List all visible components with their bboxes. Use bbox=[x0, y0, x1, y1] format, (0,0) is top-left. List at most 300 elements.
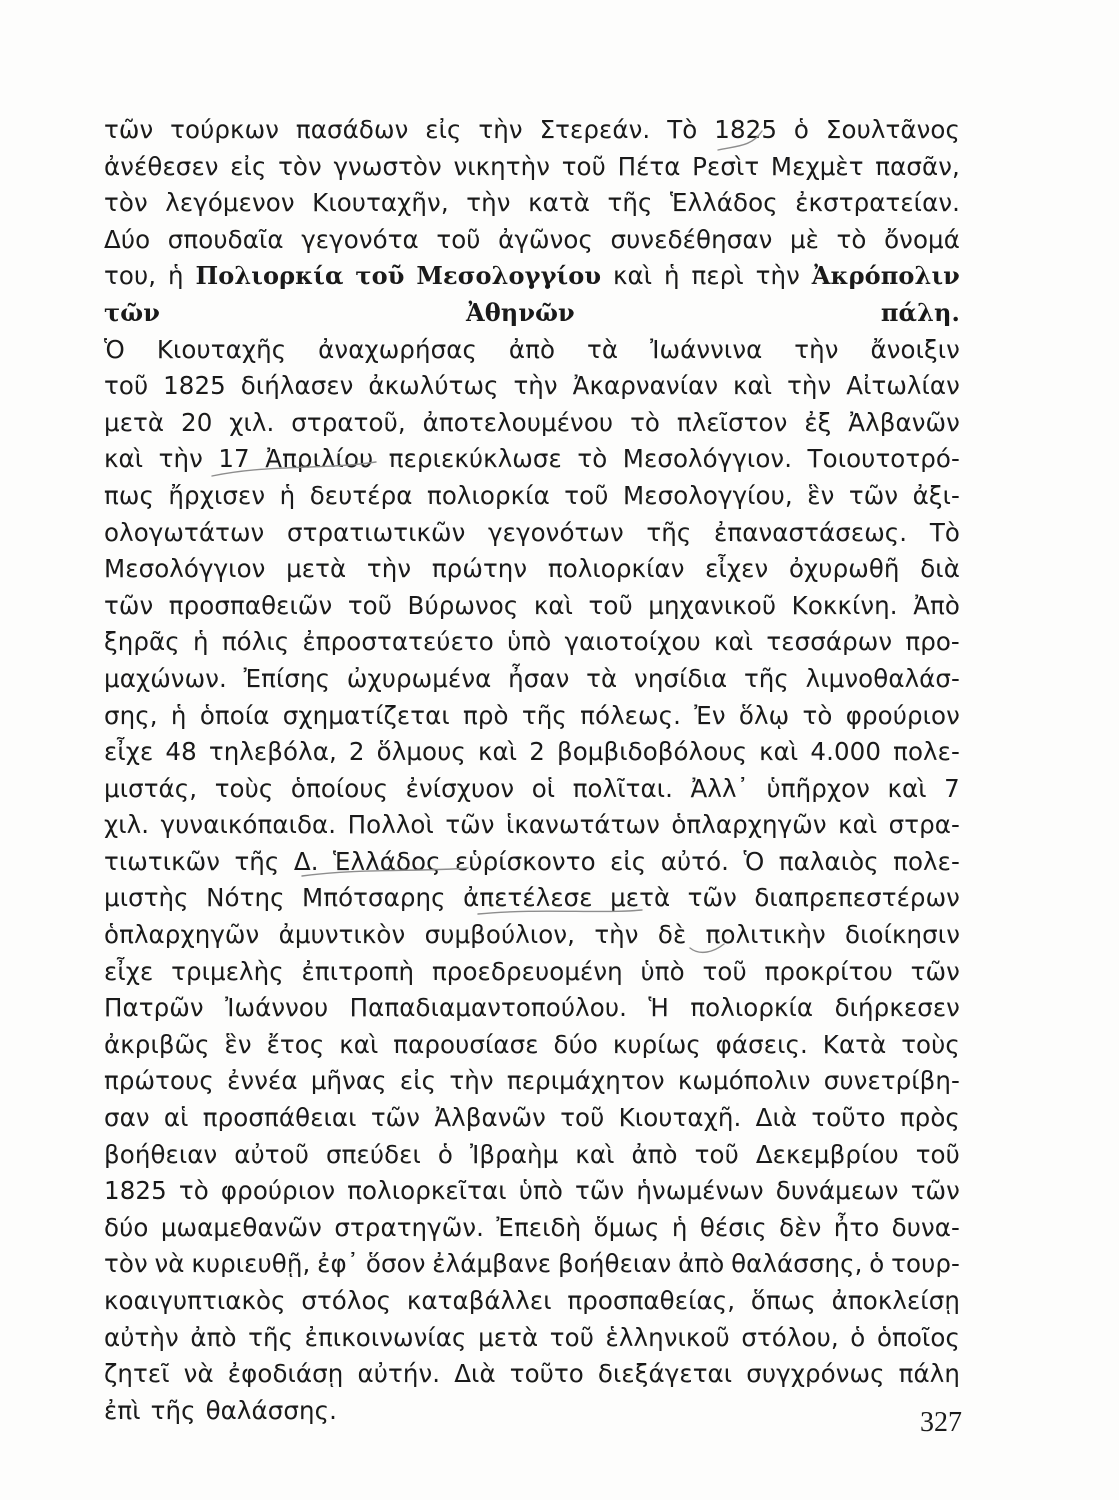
word: πολιτικὴν bbox=[705, 920, 826, 950]
word: Ἀκαρνανίαν bbox=[572, 371, 719, 401]
word: στόλου, bbox=[741, 1322, 839, 1352]
word: τοῦ bbox=[588, 590, 633, 620]
word: ὁποῖος bbox=[876, 1322, 960, 1352]
word: τῶν bbox=[445, 810, 495, 840]
word: ὑπὸ bbox=[507, 627, 552, 657]
word: πολῖται. bbox=[572, 773, 674, 803]
word: ἤρχισεν bbox=[168, 480, 266, 510]
text-line bbox=[104, 258, 960, 295]
word: ἡ bbox=[671, 1212, 688, 1242]
word: πρὸ bbox=[463, 700, 509, 730]
word: στρατοῦ, bbox=[291, 407, 406, 437]
word: Δ. bbox=[293, 846, 319, 876]
word: Ἰωάννινα bbox=[650, 334, 763, 364]
word: τῆς bbox=[743, 663, 789, 693]
word: πρὸς bbox=[899, 1103, 960, 1133]
word: Μεχμὲτ bbox=[770, 151, 864, 181]
word: τιωτικῶν bbox=[104, 846, 221, 876]
word: αὐτήν. bbox=[357, 1359, 441, 1389]
word: παρουσίασε bbox=[393, 1029, 539, 1059]
word: πως bbox=[104, 480, 154, 510]
word: τοῦ bbox=[560, 1103, 605, 1133]
word: ἐννέα bbox=[227, 1066, 298, 1096]
text-line bbox=[104, 1063, 960, 1100]
word: ἐξ bbox=[804, 407, 832, 437]
word: πολιορκία bbox=[690, 993, 814, 1023]
word: σπεύδει bbox=[326, 1139, 421, 1169]
word: μηχανικοῦ bbox=[648, 590, 777, 620]
word: καὶ bbox=[612, 261, 653, 291]
word: συγχρόνως bbox=[746, 1359, 885, 1389]
word: 2 bbox=[529, 737, 545, 767]
word: ὁπλαρχηγῶν bbox=[104, 920, 260, 950]
word: τῆς bbox=[646, 517, 692, 547]
word: ἀποκλείσῃ bbox=[831, 1286, 960, 1315]
text-line bbox=[104, 295, 960, 332]
word: βομβιδοβόλους bbox=[556, 737, 748, 767]
word: σης, bbox=[104, 700, 158, 730]
word: του, bbox=[104, 261, 157, 291]
word: καὶ bbox=[713, 627, 754, 657]
word: εἰς bbox=[230, 151, 267, 181]
word: πολε- bbox=[893, 846, 960, 876]
word: νικητὴν bbox=[453, 151, 551, 181]
word: βοήθειαν bbox=[558, 1249, 672, 1279]
word: τῆς bbox=[521, 700, 567, 730]
word: τὴν bbox=[755, 261, 800, 291]
word: ἀκριβῶς bbox=[104, 1029, 210, 1059]
word: Μεσολόγγιον. bbox=[622, 444, 793, 474]
word: τῶν bbox=[104, 115, 154, 144]
bold-word: Ἀθηνῶν bbox=[465, 297, 575, 327]
word: στρατηγῶν. bbox=[334, 1212, 485, 1242]
word: ὄνομά bbox=[884, 224, 960, 254]
text-line bbox=[104, 478, 960, 515]
word: τὴν bbox=[466, 188, 511, 218]
word: πολιορκίαν bbox=[547, 554, 685, 584]
word: καὶ bbox=[733, 371, 773, 401]
word: εἰς bbox=[399, 1066, 437, 1096]
word: κυριευθῇ, bbox=[191, 1249, 311, 1279]
word: ὑπὸ bbox=[640, 956, 685, 986]
word: οἱ bbox=[531, 773, 556, 803]
word: πρώτους bbox=[104, 1066, 214, 1096]
word: τῶν bbox=[370, 1103, 421, 1133]
text-line bbox=[104, 1100, 960, 1137]
word: Διὰ bbox=[755, 1103, 798, 1133]
text-line bbox=[104, 1283, 960, 1320]
word: Κιουταχῆς bbox=[156, 334, 287, 364]
word: Ἀπὸ bbox=[913, 590, 960, 620]
word: 1825 bbox=[163, 371, 226, 401]
word: Μπότσαρης bbox=[302, 883, 446, 913]
word: ἑλληνικοῦ bbox=[605, 1322, 730, 1352]
word: πασάδων bbox=[295, 115, 409, 144]
word: 48 bbox=[165, 737, 197, 767]
word: 4.000 bbox=[810, 737, 882, 767]
word: διήρκεσεν bbox=[834, 993, 960, 1023]
word: ἓν bbox=[807, 480, 835, 510]
word: ὅλῳ bbox=[738, 700, 790, 730]
word: ἀνέθεσεν bbox=[104, 151, 219, 181]
word: εἰς bbox=[425, 115, 462, 144]
word: συνετρίβη- bbox=[823, 1066, 960, 1096]
text-line bbox=[104, 332, 960, 369]
bold-word: Ἀκρόπολιν bbox=[811, 261, 960, 291]
word: στρα- bbox=[888, 810, 960, 840]
word: φρούριον bbox=[220, 1176, 336, 1206]
word: ἡνωμένων bbox=[636, 1176, 764, 1206]
text-line bbox=[104, 1027, 960, 1064]
word: ἡ bbox=[170, 700, 187, 730]
word: Ἰβραὴμ bbox=[469, 1139, 559, 1169]
word: εἶχε bbox=[104, 956, 154, 986]
word: Ἐπειδὴ bbox=[496, 1212, 582, 1242]
word: ὅπως bbox=[750, 1286, 816, 1315]
word: γαιοτοίχου bbox=[564, 627, 701, 657]
word: τὴν bbox=[449, 1066, 494, 1096]
word: ἀξι- bbox=[912, 480, 960, 510]
word: τὸ bbox=[630, 407, 661, 437]
word: διοίκησιν bbox=[845, 920, 960, 950]
word: ἄνοιξιν bbox=[870, 334, 960, 364]
text-line bbox=[104, 661, 960, 698]
bold-word: Μεσολογγίου bbox=[416, 261, 602, 291]
word: δὲ bbox=[657, 920, 687, 950]
word: τοῦ bbox=[564, 480, 609, 510]
word: διεξάγεται bbox=[597, 1359, 733, 1389]
word: γνωστὸν bbox=[333, 151, 442, 181]
text-line bbox=[104, 1246, 960, 1283]
text-line bbox=[104, 1210, 960, 1247]
word: τοῦτο bbox=[811, 1103, 886, 1133]
word: ἐλάμβανε bbox=[432, 1249, 552, 1279]
word: περιεκύκλωσε bbox=[388, 444, 562, 474]
word: θαλάσσης, bbox=[731, 1249, 863, 1279]
word: διήλασεν bbox=[240, 371, 354, 401]
word: αὐτό. bbox=[660, 846, 730, 876]
word: ὁ bbox=[793, 115, 810, 144]
word: Ἑλλάδος bbox=[670, 188, 778, 218]
word: γυναικόπαιδα. bbox=[160, 810, 337, 840]
word: ὁποίους bbox=[290, 773, 389, 803]
word: τῆς bbox=[607, 188, 653, 218]
word: Ἀλβανῶν bbox=[434, 1103, 546, 1133]
word: φρούριον bbox=[845, 700, 960, 730]
word: ἡ bbox=[192, 627, 209, 657]
word: ἦσαν bbox=[508, 663, 570, 693]
word: ἀπὸ bbox=[678, 1249, 725, 1279]
word: τὸ bbox=[178, 1176, 209, 1206]
word: ἓν bbox=[224, 1029, 252, 1059]
word: Μεσολογγίου, bbox=[622, 480, 793, 510]
word: τῶν bbox=[575, 1176, 625, 1206]
word: εἶχεν bbox=[705, 554, 769, 584]
word: πολιορκία bbox=[426, 480, 550, 510]
word: Τὸ bbox=[929, 517, 960, 547]
word: Ὁ bbox=[743, 846, 765, 876]
text-line bbox=[104, 112, 960, 149]
text-line bbox=[104, 734, 960, 771]
word: δύο bbox=[104, 1212, 149, 1242]
word: μετὰ bbox=[286, 554, 347, 584]
word: Βύρωνος bbox=[407, 590, 519, 620]
word: θαλάσσης. bbox=[205, 1395, 338, 1425]
word: Πέτα bbox=[617, 151, 681, 181]
word: τὸν bbox=[278, 151, 322, 181]
word: πόλις bbox=[221, 627, 290, 657]
word: τοῦ bbox=[694, 1139, 739, 1169]
word: νὰ bbox=[183, 1359, 214, 1389]
word: ἐφ᾽ bbox=[317, 1249, 360, 1279]
word: αὐτοῦ bbox=[234, 1139, 310, 1169]
word: τηλεβόλα, bbox=[208, 737, 337, 767]
word: τὸν bbox=[104, 188, 148, 218]
word: Κοκκίνη. bbox=[791, 590, 898, 620]
word: παλαιὸς bbox=[778, 846, 879, 876]
word: τοῦ bbox=[436, 224, 481, 254]
word: ὑπῆρχον bbox=[766, 773, 870, 803]
word: Δύο bbox=[104, 224, 151, 254]
word: ολογωτάτων bbox=[104, 517, 265, 547]
word: Αἰτωλίαν bbox=[846, 371, 960, 401]
text-line bbox=[104, 368, 960, 405]
word: σπουδαῖα bbox=[167, 224, 284, 254]
word: εἰς bbox=[610, 846, 647, 876]
word: ἡ bbox=[664, 261, 680, 291]
word: περιμάχητον bbox=[506, 1066, 665, 1096]
word: Ἀλλ᾽ bbox=[690, 773, 749, 803]
word: τὰ bbox=[587, 334, 619, 364]
word: πασᾶν, bbox=[875, 151, 960, 181]
word: Τὸ bbox=[667, 115, 698, 144]
word: ἀποτελουμένου bbox=[422, 407, 614, 437]
text-line bbox=[104, 624, 960, 661]
word: διαπρεπεστέρων bbox=[754, 883, 960, 913]
word: μετὰ bbox=[610, 883, 671, 913]
text-line bbox=[104, 844, 960, 881]
word: προεδρευομένη bbox=[431, 956, 623, 986]
word: ἐπικοινωνίας bbox=[304, 1322, 467, 1352]
word: Στερεάν. bbox=[539, 115, 651, 144]
word: τοῦ bbox=[104, 371, 149, 401]
word: προσπάθειαι bbox=[202, 1103, 357, 1133]
word: τὴν bbox=[794, 334, 839, 364]
word: καταβάλλει bbox=[406, 1286, 552, 1315]
word: στόλος bbox=[301, 1286, 392, 1315]
word: ἀναχωρήσας bbox=[318, 334, 477, 364]
word: ὅλμους bbox=[376, 737, 466, 767]
text-line bbox=[104, 917, 960, 954]
text-line bbox=[104, 222, 960, 259]
word: ἀπὸ bbox=[508, 334, 556, 364]
word: βοήθειαν bbox=[104, 1139, 218, 1169]
word: ὁπλαρχηγῶν bbox=[671, 810, 827, 840]
word: καὶ bbox=[339, 1029, 379, 1059]
word: τὴν bbox=[478, 115, 523, 144]
word: φάσεις. bbox=[715, 1029, 808, 1059]
word: αὐτὴν bbox=[104, 1322, 179, 1352]
word: μῆνας bbox=[310, 1066, 387, 1096]
word: τῶν bbox=[910, 1176, 960, 1206]
word: πάλη bbox=[898, 1359, 960, 1389]
text-line bbox=[104, 551, 960, 588]
bold-word: τοῦ bbox=[355, 261, 405, 291]
word: Κιουταχῆ. bbox=[618, 1103, 742, 1133]
word: Ἐπίσης bbox=[243, 663, 331, 693]
word: πολε- bbox=[893, 737, 960, 767]
word: ἡ bbox=[279, 480, 296, 510]
word: Ἡ bbox=[648, 993, 669, 1023]
word: κωμόπολιν bbox=[677, 1066, 811, 1096]
word: τοῦ bbox=[549, 1322, 594, 1352]
word: Πατρῶν bbox=[104, 993, 204, 1023]
word: τὴν bbox=[366, 554, 412, 584]
text-line bbox=[104, 880, 960, 917]
word: Ρεσὶτ bbox=[692, 151, 760, 181]
body-text bbox=[104, 112, 960, 1429]
text-line bbox=[104, 405, 960, 442]
word: Μεσολόγγιον bbox=[104, 554, 266, 584]
word: Κατὰ bbox=[822, 1029, 887, 1059]
word: 1825 bbox=[104, 1176, 167, 1206]
word: Ἀλβανῶν bbox=[848, 407, 960, 437]
word: Παπαδιαμαντοπούλου. bbox=[349, 993, 627, 1023]
word: τοῦ bbox=[347, 590, 393, 620]
text-line bbox=[104, 588, 960, 625]
word: Τοιουτοτρό- bbox=[807, 444, 960, 474]
word: τῶν bbox=[910, 956, 960, 986]
text-line bbox=[104, 954, 960, 991]
word: τριμελὴς bbox=[171, 956, 284, 986]
word: τὴν bbox=[158, 444, 203, 474]
word: μετὰ bbox=[478, 1322, 539, 1352]
word: ὠχυρωμένα bbox=[346, 663, 492, 693]
word: προσπαθείας, bbox=[567, 1286, 736, 1315]
word: τὰ bbox=[586, 663, 618, 693]
word: μιστὴς bbox=[104, 883, 189, 913]
word: ὑπὸ bbox=[518, 1176, 563, 1206]
word: εἶχε bbox=[104, 737, 154, 767]
word: ἀπετέλεσε bbox=[463, 883, 593, 913]
word: νησίδια bbox=[634, 663, 728, 693]
word: τὸ bbox=[836, 224, 867, 254]
word: περὶ bbox=[691, 261, 744, 291]
word: συμβούλιον, bbox=[424, 920, 576, 950]
word: τὸ bbox=[802, 700, 833, 730]
word: τουρ- bbox=[891, 1249, 960, 1279]
text-line bbox=[104, 990, 960, 1027]
word: τοὺς bbox=[214, 773, 274, 803]
word: τῶν bbox=[687, 883, 737, 913]
word: τῶν bbox=[848, 480, 899, 510]
word: καὶ bbox=[759, 737, 799, 767]
word: 1825 bbox=[714, 115, 778, 144]
word: μαχώνων. bbox=[104, 663, 227, 693]
word: τὸ bbox=[577, 444, 608, 474]
word: τῆς bbox=[150, 1395, 196, 1425]
word: δυνάμεων bbox=[775, 1176, 899, 1206]
word: πόλεως. bbox=[580, 700, 682, 730]
word: γεγονότων bbox=[488, 517, 624, 547]
word: ὁ bbox=[850, 1322, 866, 1352]
bold-word: πάλη. bbox=[880, 297, 960, 327]
word: σχηματίζεται bbox=[282, 700, 450, 730]
word: Πολλοὶ bbox=[347, 810, 434, 840]
word: ἐπαναστάσεως. bbox=[714, 517, 908, 547]
word: ἔτος bbox=[266, 1029, 325, 1059]
word: 7 bbox=[944, 773, 960, 803]
word: τοῦτο bbox=[509, 1359, 584, 1389]
word: Ἐν bbox=[694, 700, 726, 730]
word: ἀμυντικὸν bbox=[278, 920, 406, 950]
word: ἐπιτροπὴ bbox=[301, 956, 415, 986]
word: χιλ. bbox=[229, 407, 275, 437]
word: ὅμως bbox=[593, 1212, 660, 1242]
word: μετὰ bbox=[104, 407, 165, 437]
text-line bbox=[104, 185, 960, 222]
word: ἐφοδιάσῃ bbox=[227, 1359, 344, 1389]
word: προκρίτου bbox=[764, 956, 893, 986]
text-line bbox=[104, 441, 960, 478]
text-line bbox=[104, 807, 960, 844]
word: ἀκωλύτως bbox=[368, 371, 499, 401]
word: ἐκστρατείαν. bbox=[795, 188, 960, 218]
word: Ἀπριλίου bbox=[265, 444, 374, 474]
word: 2 bbox=[348, 737, 365, 767]
word: ὁ bbox=[869, 1249, 885, 1279]
word: καὶ bbox=[533, 590, 574, 620]
word: καὶ bbox=[887, 773, 927, 803]
word: ζητεῖ bbox=[104, 1359, 170, 1389]
text-line bbox=[104, 1393, 960, 1430]
word: δύο bbox=[553, 1029, 598, 1059]
word: πολιορκεῖται bbox=[347, 1176, 507, 1206]
word: ἀγῶνος bbox=[498, 224, 593, 254]
text-line bbox=[104, 515, 960, 552]
word: ἦτο bbox=[833, 1212, 880, 1242]
word: καὶ bbox=[838, 810, 878, 840]
text-line bbox=[104, 771, 960, 808]
word: λιμνοθαλάσ- bbox=[805, 663, 960, 693]
word: λεγόμενον bbox=[165, 188, 295, 218]
word: δυνα- bbox=[891, 1212, 960, 1242]
word: καὶ bbox=[575, 1139, 615, 1169]
word: ὀχυρωθῆ bbox=[788, 554, 900, 584]
word: ἀπὸ bbox=[190, 1322, 237, 1352]
word: τούρκων bbox=[170, 115, 279, 144]
word: καὶ bbox=[104, 444, 144, 474]
word: Ἰωάννου bbox=[225, 993, 329, 1023]
word: ἀπὸ bbox=[631, 1139, 678, 1169]
word: Νότης bbox=[206, 883, 285, 913]
word: τὴν bbox=[513, 371, 558, 401]
word: διὰ bbox=[920, 554, 960, 584]
word: Διὰ bbox=[454, 1359, 496, 1389]
word: ἐνίσχυον bbox=[405, 773, 515, 803]
page-number: 327 bbox=[920, 1407, 962, 1438]
word: ἐπὶ bbox=[104, 1395, 141, 1425]
word: συνεδέθησαν bbox=[610, 224, 773, 254]
word: χιλ. bbox=[104, 810, 150, 840]
word: πλεῖστον bbox=[676, 407, 788, 437]
word: μιστάς, bbox=[104, 773, 198, 803]
word: τῶν bbox=[104, 590, 154, 620]
word: σαν bbox=[104, 1103, 150, 1133]
word: καὶ bbox=[477, 737, 518, 767]
word: ξηρᾶς bbox=[104, 627, 180, 657]
word: μὲ bbox=[789, 224, 819, 254]
